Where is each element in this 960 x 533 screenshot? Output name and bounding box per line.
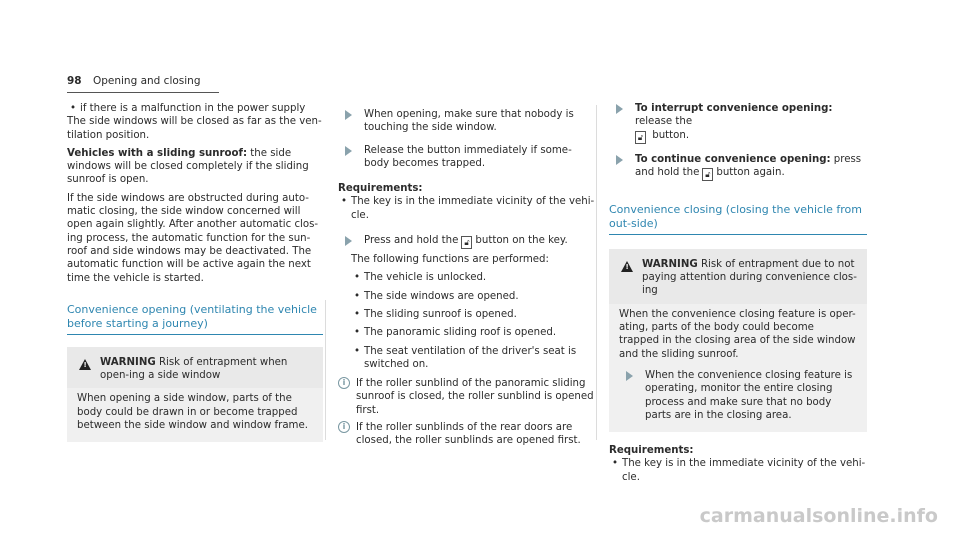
function-item: • The panoramic sliding roof is opened.	[338, 326, 596, 339]
warning-text: When the convenience closing feature is oper-ating, parts of the body could become trapped in the closing area of the side window and the sliding sunroof.	[619, 308, 856, 360]
requirement-item: • The key is in the immediate vicinity of the vehi-cle.	[338, 195, 596, 222]
step-item	[338, 234, 596, 249]
header-rule	[67, 92, 219, 93]
warning-box	[67, 347, 323, 442]
warning-title: Risk of entrapment due to not paying attention during convenience clos-ing	[642, 258, 857, 297]
unlock-key-icon: 🔓︎	[702, 168, 713, 181]
warning-triangle-icon	[621, 261, 633, 272]
unlock-key-icon: 🔓︎	[461, 236, 472, 249]
function-item: • The seat ventilation of the driver's seat is switched on.	[338, 345, 596, 372]
warning-header	[67, 347, 323, 389]
function-item: • The vehicle is unlocked.	[338, 271, 596, 284]
step-item	[338, 144, 596, 171]
function-item: • The side windows are opened.	[338, 290, 596, 303]
step-text: Press and hold the	[364, 235, 459, 247]
paragraph: The following functions are performed:	[351, 254, 549, 266]
warning-body: When opening a side window, parts of the body could be drawn in or become trapped between the side window and window frame.	[77, 393, 308, 432]
watermark: carmanualsonline.info	[699, 505, 938, 527]
section-heading: Convenience closing (closing the vehicle from out-side)	[609, 203, 867, 235]
arrow-step-icon	[616, 155, 623, 165]
arrow-step-icon	[345, 110, 352, 120]
step-text: press and hold the	[635, 153, 862, 178]
step-text: When opening, make sure that nobody is touching the side window.	[364, 109, 574, 134]
info-icon: i	[338, 377, 350, 389]
function-item: • The sliding sunroof is opened.	[338, 308, 596, 321]
step-label: To interrupt convenience opening:	[635, 103, 833, 114]
step-text: Release the button immediately if some-body becomes trapped.	[364, 144, 572, 169]
list-item: • if there is a malfunction in the power supply	[67, 102, 323, 115]
sunroof-text: the side windows will be closed completely if the sliding sunroof is open.	[67, 147, 309, 186]
column-1	[67, 102, 323, 442]
step-item	[338, 108, 596, 135]
paragraph	[67, 147, 323, 187]
step-text: button again.	[716, 166, 785, 178]
warning-header	[609, 249, 867, 304]
step-text: When the convenience closing feature is operating, monitor the entire closing process and make sure that no body parts are in the closing area.	[645, 369, 853, 421]
step-item	[609, 153, 867, 181]
requirement-item: • The key is in the immediate vicinity of the vehi-cle.	[609, 457, 867, 484]
paragraph: If the side windows are obstructed during auto-matic closing, the side window concerned will open again slightly. After another automatic clos-ing process, the automatic function for the sun-roof and side windows may be deactivated. The automatic function will be active again the next time the vehicle is started.	[67, 192, 319, 284]
warning-label: WARNING	[100, 356, 156, 368]
step-item	[609, 102, 867, 144]
warning-label: WARNING	[642, 258, 698, 270]
arrow-step-icon	[345, 146, 352, 156]
info-text: If the roller sunblinds of the rear doors are closed, the roller sunblinds are opened first.	[356, 422, 581, 447]
arrow-step-icon	[626, 371, 633, 381]
page-number: 98	[67, 75, 82, 87]
warning-body	[609, 304, 867, 422]
warning-title: Risk of entrapment when open-ing a side window	[100, 356, 288, 382]
column-2	[338, 108, 596, 448]
unlock-key-icon: 🔓︎	[635, 131, 646, 144]
step-label: To continue convenience opening:	[635, 153, 831, 165]
info-icon: i	[338, 421, 350, 433]
warning-box	[609, 249, 867, 432]
column-divider	[325, 300, 326, 440]
section-heading: Convenience opening (ventilating the vehicle before starting a journey)	[67, 303, 323, 335]
warning-triangle-icon	[79, 359, 91, 370]
column-divider	[596, 105, 597, 440]
step-text: release the	[635, 116, 693, 128]
sunroof-label: Vehicles with a sliding sunroof:	[67, 147, 248, 159]
column-3	[609, 102, 867, 484]
requirements-label: Requirements:	[609, 445, 694, 457]
step-text: button.	[652, 129, 690, 141]
section-title: Opening and closing	[92, 75, 201, 87]
page-header	[67, 75, 201, 87]
info-note	[338, 377, 596, 417]
step-item	[619, 369, 857, 422]
paragraph: The side windows will be closed as far as the ven-tilation position.	[67, 116, 322, 141]
requirements-label: Requirements:	[338, 183, 423, 195]
arrow-step-icon	[345, 236, 352, 246]
arrow-step-icon	[616, 104, 623, 114]
step-text: button on the key.	[475, 235, 568, 247]
info-note	[338, 421, 596, 448]
info-text: If the roller sunblind of the panoramic sliding sunroof is closed, the roller sunblind is opened first.	[356, 378, 594, 416]
